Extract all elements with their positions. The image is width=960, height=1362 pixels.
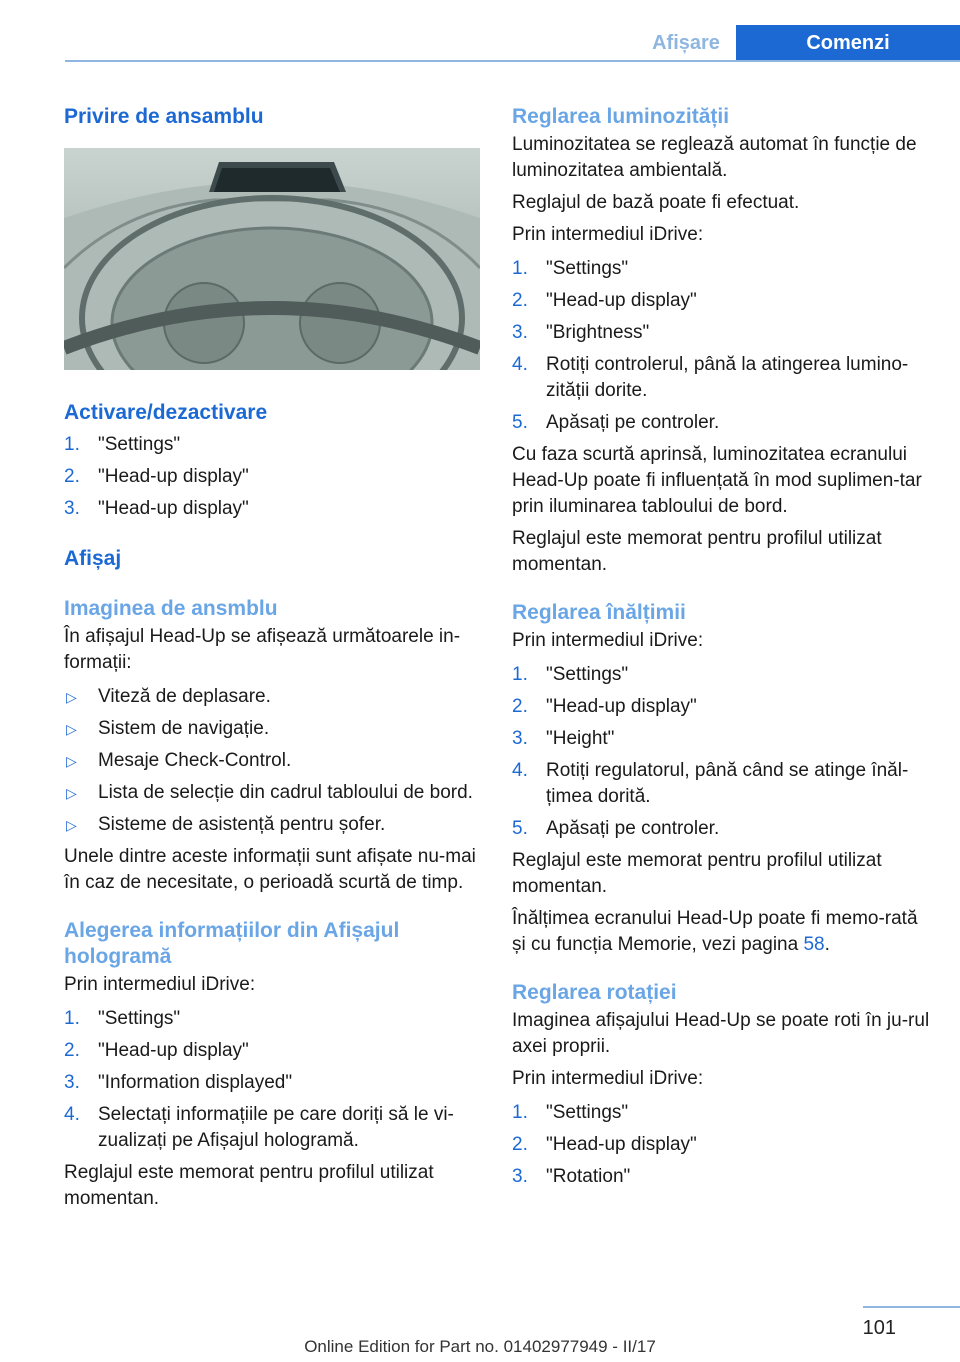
activate-steps bbox=[64, 432, 480, 522]
height-steps bbox=[512, 662, 932, 842]
header-rule bbox=[65, 60, 960, 62]
subsection-title-image: Imaginea de ansmblu bbox=[64, 597, 278, 620]
image-items bbox=[64, 684, 480, 838]
list-item: 3. "Head-up display" bbox=[64, 498, 249, 519]
section-title-display: Afișaj bbox=[64, 547, 122, 570]
brightness-p4: Cu faza scurtă aprinsă, luminozitatea ecranului Head-Up poate fi influențată în mod suplimen-tar prin iluminarea tabloului de bord. bbox=[512, 444, 922, 517]
edition-note: Online Edition for Part no. 01402977949 - II/17 bbox=[304, 1337, 656, 1356]
list-item: 4. Rotiți controlerul, până la atingerea lumino-zității dorite. bbox=[512, 354, 909, 401]
image-note: Unele dintre aceste informații sunt afișate nu-mai în caz de necesitate, o perioadă scurtă de timp. bbox=[64, 846, 476, 893]
list-item: 1. "Settings" bbox=[512, 258, 629, 279]
dashboard-drawing bbox=[64, 148, 480, 370]
subsection-title-rotation: Reglarea rotației bbox=[512, 981, 677, 1004]
dashboard-illustration bbox=[64, 148, 480, 370]
left-column bbox=[64, 98, 480, 1212]
right-column bbox=[512, 98, 932, 1190]
section-title-activate: Activare/dezactivare bbox=[64, 401, 268, 424]
list-item: 1. "Settings" bbox=[64, 434, 181, 455]
rotation-p1: Imaginea afișajului Head-Up se poate roti în ju-rul axei proprii. bbox=[512, 1010, 930, 1057]
rotation-steps bbox=[512, 1100, 932, 1190]
list-item: ▷ Sisteme de asistență pentru șofer. bbox=[66, 814, 386, 835]
list-item: 1. "Settings" bbox=[64, 1008, 181, 1029]
footer-rule bbox=[863, 1306, 960, 1308]
select-note: Reglajul este memorat pentru profilul utilizat momentan. bbox=[64, 1162, 434, 1209]
list-item: 4. Rotiți regulatorul, până când se atinge înăl-țimea dorită. bbox=[512, 760, 909, 807]
list-item: 3. "Rotation" bbox=[512, 1166, 631, 1187]
brightness-p3: Prin intermediul iDrive: bbox=[512, 224, 704, 245]
list-item: 3. "Height" bbox=[512, 728, 615, 749]
subsection-title-select: Alegerea informațiilor din Afișajul hologramă bbox=[64, 919, 400, 968]
subsection-title-height: Reglarea înălțimii bbox=[512, 601, 686, 624]
list-item: 2. "Head-up display" bbox=[64, 466, 249, 487]
image-intro: În afișajul Head-Up se afișează următoarele in-formații: bbox=[64, 626, 461, 673]
list-item: 2. "Head-up display" bbox=[64, 1040, 249, 1061]
list-item: ▷ Sistem de navigație. bbox=[66, 718, 270, 739]
select-intro: Prin intermediul iDrive: bbox=[64, 974, 256, 995]
list-item: 5. Apăsați pe controler. bbox=[512, 818, 720, 839]
list-item: ▷ Viteză de deplasare. bbox=[66, 686, 271, 707]
list-item: 2. "Head-up display" bbox=[512, 1134, 697, 1155]
height-intro: Prin intermediul iDrive: bbox=[512, 630, 704, 651]
brightness-p2: Reglajul de bază poate fi efectuat. bbox=[512, 192, 800, 213]
list-item: 2. "Head-up display" bbox=[512, 696, 697, 717]
list-item: 5. Apăsați pe controler. bbox=[512, 412, 720, 433]
list-item: ▷ Mesaje Check-Control. bbox=[66, 750, 292, 771]
list-item: ▷ Lista de selecție din cadrul tabloului de bord. bbox=[66, 782, 473, 803]
list-item: 4. Selectați informațiile pe care doriți să le vi-zualizați pe Afișajul hologramă. bbox=[64, 1104, 454, 1151]
brightness-p1: Luminozitatea se reglează automat în funcție de luminozitatea ambientală. bbox=[512, 134, 917, 181]
page-link-58[interactable]: 58 bbox=[803, 934, 825, 955]
section-title-overview: Privire de ansamblu bbox=[64, 105, 264, 128]
list-item: 3. "Brightness" bbox=[512, 322, 650, 343]
tab-afisare[interactable]: Afișare bbox=[652, 31, 720, 54]
height-p2: Înălțimea ecranului Head-Up poate fi memo-rată și cu funcția Memorie, vezi pagina 58. bbox=[512, 908, 918, 955]
list-item: 3. "Information displayed" bbox=[64, 1072, 293, 1093]
brightness-p5: Reglajul este memorat pentru profilul utilizat momentan. bbox=[512, 528, 882, 575]
list-item: 1. "Settings" bbox=[512, 664, 629, 685]
subsection-title-brightness: Reglarea luminozității bbox=[512, 105, 730, 128]
select-steps bbox=[64, 1006, 480, 1154]
brightness-steps bbox=[512, 256, 932, 436]
height-p1: Reglajul este memorat pentru profilul utilizat momentan. bbox=[512, 850, 882, 897]
page-number: 101 bbox=[862, 1317, 896, 1339]
tab-comenzi[interactable]: Comenzi bbox=[736, 25, 960, 61]
list-item: 1. "Settings" bbox=[512, 1102, 629, 1123]
rotation-intro: Prin intermediul iDrive: bbox=[512, 1068, 704, 1089]
list-item: 2. "Head-up display" bbox=[512, 290, 697, 311]
